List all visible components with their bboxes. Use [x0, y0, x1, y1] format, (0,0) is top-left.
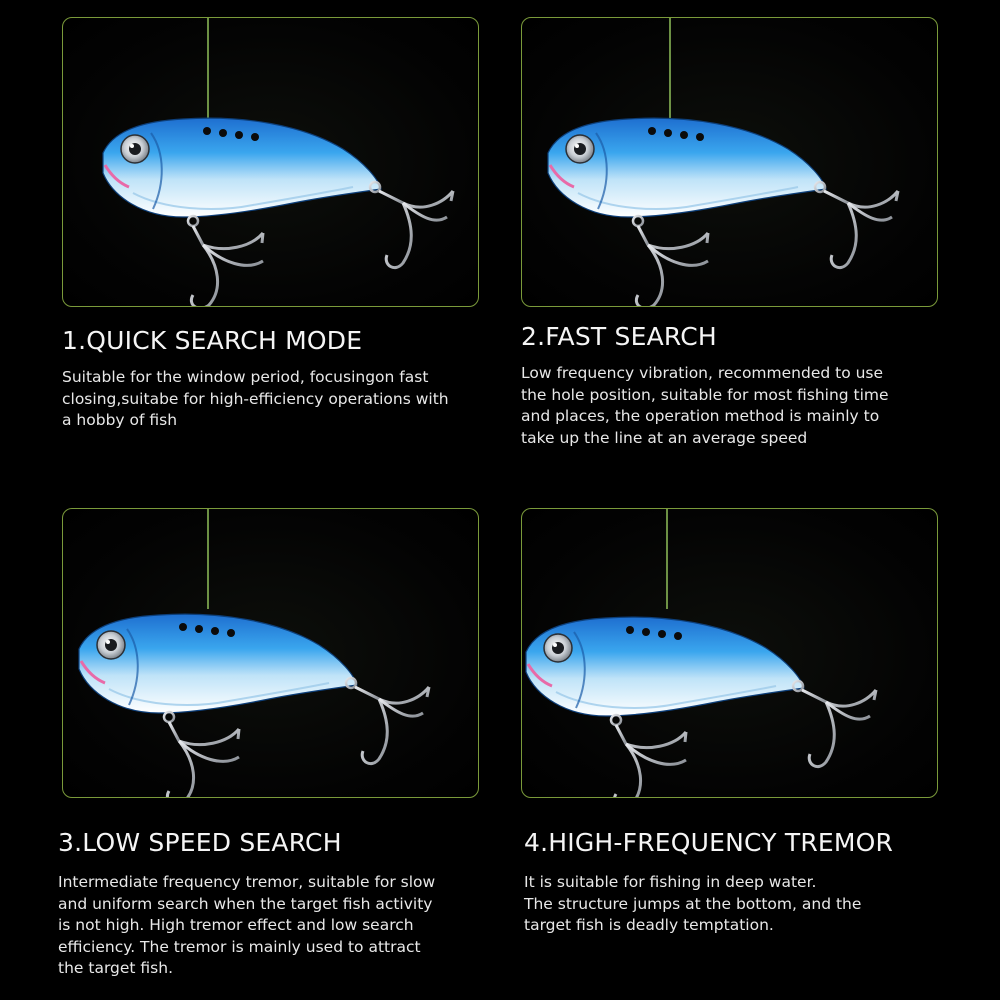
- mode-description-1: Suitable for the window period, focusingon fast closing,suitabe for high-efficiency operations with a hobby of fish: [62, 368, 449, 429]
- fishing-lure-icon: [522, 18, 938, 307]
- lure-panel-4: [521, 508, 938, 798]
- lure-panel-3: [62, 508, 479, 798]
- mode-description-4: It is suitable for fishing in deep water. The structure jumps at the bottom, and the target fish is deadly temptation.: [524, 873, 862, 934]
- mode-description-3: Intermediate frequency tremor, suitable for slow and uniform search when the target fish activity is not high. High tremor effect and low search efficiency. The tremor is mainly used to attract the target fish.: [58, 873, 436, 977]
- mode-heading-3: 3.LOW SPEED SEARCH: [58, 828, 342, 857]
- mode-heading-2: 2.FAST SEARCH: [521, 322, 717, 351]
- fishing-lure-icon: [63, 509, 479, 798]
- mode-heading-1: 1.QUICK SEARCH MODE: [62, 326, 363, 355]
- fishing-lure-icon: [63, 18, 479, 307]
- fishing-lure-icon: [522, 509, 938, 798]
- mode-heading-4: 4.HIGH-FREQUENCY TREMOR: [524, 828, 894, 857]
- lure-panel-2: [521, 17, 938, 307]
- lure-panel-1: [62, 17, 479, 307]
- mode-description-2: Low frequency vibration, recommended to use the hole position, suitable for most fishing time and places, the operation method is mainly to take up the line at an average speed: [521, 364, 889, 447]
